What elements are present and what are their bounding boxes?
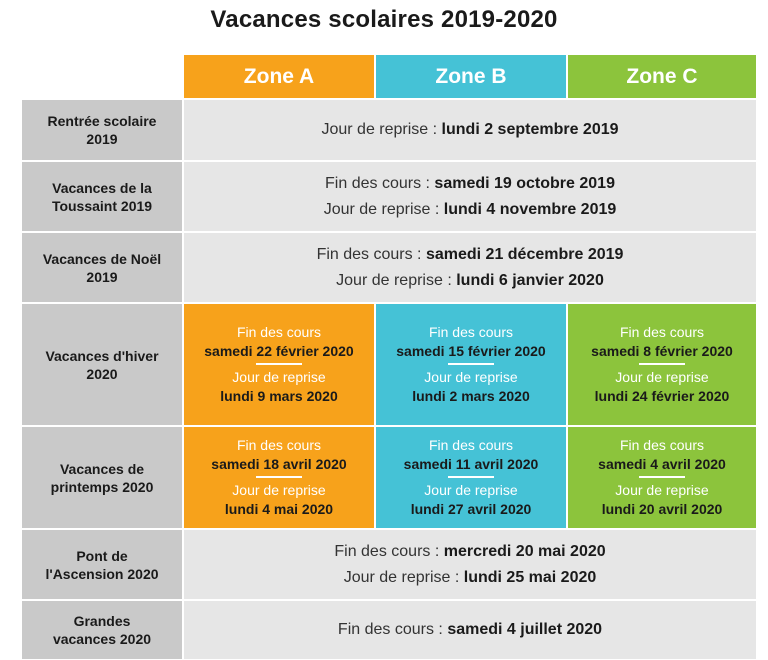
noel-dates (183, 232, 757, 303)
date-separator: : (421, 174, 435, 192)
date-separator: : (450, 568, 464, 586)
row-label-rentree (21, 99, 183, 161)
row-label-toussaint (21, 161, 183, 232)
date-line (344, 565, 597, 591)
zone-a-header: Zone A (183, 54, 375, 99)
row-label-line: Vacances de Noël (42, 250, 162, 267)
resume-label: Jour de reprise (615, 482, 709, 498)
date-line (317, 242, 624, 268)
rentree-dates (183, 99, 757, 161)
resume-label: Jour de reprise (424, 369, 518, 385)
date-value: lundi 2 septembre 2019 (441, 121, 619, 138)
date-separator: : (442, 271, 457, 289)
separator-line (639, 476, 685, 478)
date-separator: : (430, 542, 444, 560)
row-label-line: Vacances de la (52, 179, 152, 196)
date-label: Fin des cours (316, 245, 413, 263)
end-date: samedi 11 avril 2020 (403, 456, 539, 472)
row-label-noel (21, 232, 183, 303)
end-label: Fin des cours (428, 324, 514, 340)
date-label: Jour de reprise (343, 568, 451, 586)
date-line (321, 117, 618, 143)
row-label-line: printemps 2020 (50, 478, 154, 495)
date-line (336, 268, 604, 294)
resume-date: lundi 2 mars 2020 (412, 388, 530, 404)
row-label-line: 2019 (86, 268, 118, 285)
toussaint-dates (183, 161, 757, 232)
hiver-zone-c (567, 303, 757, 426)
end-label: Fin des cours (236, 324, 322, 340)
resume-label: Jour de reprise (424, 482, 518, 498)
row-label-ascension (21, 529, 183, 600)
grandes-vacances-dates (183, 600, 757, 660)
date-value: lundi 4 novembre 2019 (443, 200, 617, 218)
row-label-line: vacances 2020 (52, 631, 152, 647)
date-value: samedi 19 octobre 2019 (434, 174, 615, 192)
row-label-line: Pont de (76, 547, 128, 564)
row-label-line: Vacances d'hiver (45, 347, 159, 364)
end-date: samedi 8 février 2020 (591, 343, 733, 359)
resume-date: lundi 20 avril 2020 (601, 501, 723, 517)
end-date: samedi 18 avril 2020 (211, 456, 347, 472)
row-label-line: 2019 (86, 131, 118, 147)
resume-label: Jour de reprise (232, 369, 326, 385)
date-label: Jour de reprise (323, 200, 431, 218)
row-label-line: Grandes (73, 613, 131, 629)
end-date: samedi 22 février 2020 (204, 343, 354, 359)
end-date: samedi 4 avril 2020 (598, 456, 726, 472)
row-label-line: Rentrée scolaire (47, 113, 157, 129)
date-value: lundi 6 janvier 2020 (456, 271, 604, 289)
date-label: Jour de reprise (321, 121, 429, 138)
end-label: Fin des cours (619, 324, 705, 340)
resume-date: lundi 9 mars 2020 (220, 388, 338, 404)
separator-line (256, 363, 302, 365)
date-separator: : (428, 121, 442, 138)
row-label-grandes-vacances (21, 600, 183, 660)
row-label-line: l'Ascension 2020 (45, 565, 159, 582)
hiver-zone-b (375, 303, 567, 426)
date-value: mercredi 20 mai 2020 (443, 542, 606, 560)
end-label: Fin des cours (428, 437, 514, 453)
date-line (334, 539, 605, 565)
row-label-line: Toussaint 2019 (51, 197, 153, 214)
resume-date: lundi 24 février 2020 (594, 388, 730, 404)
ascension-dates (183, 529, 757, 600)
date-separator: : (412, 245, 426, 263)
end-label: Fin des cours (236, 437, 322, 453)
resume-date: lundi 27 avril 2020 (410, 501, 532, 517)
end-label: Fin des cours (619, 437, 705, 453)
date-line (338, 617, 602, 643)
resume-label: Jour de reprise (615, 369, 709, 385)
date-label: Fin des cours (334, 542, 431, 560)
zone-c-header: Zone C (567, 54, 757, 99)
separator-line (256, 476, 302, 478)
resume-date: lundi 4 mai 2020 (224, 501, 334, 517)
date-label: Fin des cours (337, 621, 434, 638)
resume-label: Jour de reprise (232, 482, 326, 498)
date-line (325, 171, 615, 197)
date-value: lundi 25 mai 2020 (463, 568, 597, 586)
hiver-zone-a (183, 303, 375, 426)
row-label-printemps (21, 426, 183, 529)
date-value: samedi 21 décembre 2019 (425, 245, 624, 263)
separator-line (448, 363, 494, 365)
date-separator: : (430, 200, 444, 218)
date-separator: : (433, 621, 448, 638)
separator-line (639, 363, 685, 365)
zone-b-header: Zone B (375, 54, 567, 99)
date-value: samedi 4 juillet 2020 (447, 621, 603, 638)
row-label-line: 2020 (86, 365, 118, 382)
printemps-zone-b (375, 426, 567, 529)
date-label: Jour de reprise (336, 271, 443, 289)
row-label-line: Vacances de (59, 460, 145, 477)
end-date: samedi 15 février 2020 (396, 343, 546, 359)
printemps-zone-a (183, 426, 375, 529)
date-label: Fin des cours (325, 174, 422, 192)
printemps-zone-c (567, 426, 757, 529)
row-label-hiver (21, 303, 183, 426)
date-line (324, 197, 617, 223)
separator-line (448, 476, 494, 478)
page-title: Vacances scolaires 2019-2020 (210, 6, 558, 33)
